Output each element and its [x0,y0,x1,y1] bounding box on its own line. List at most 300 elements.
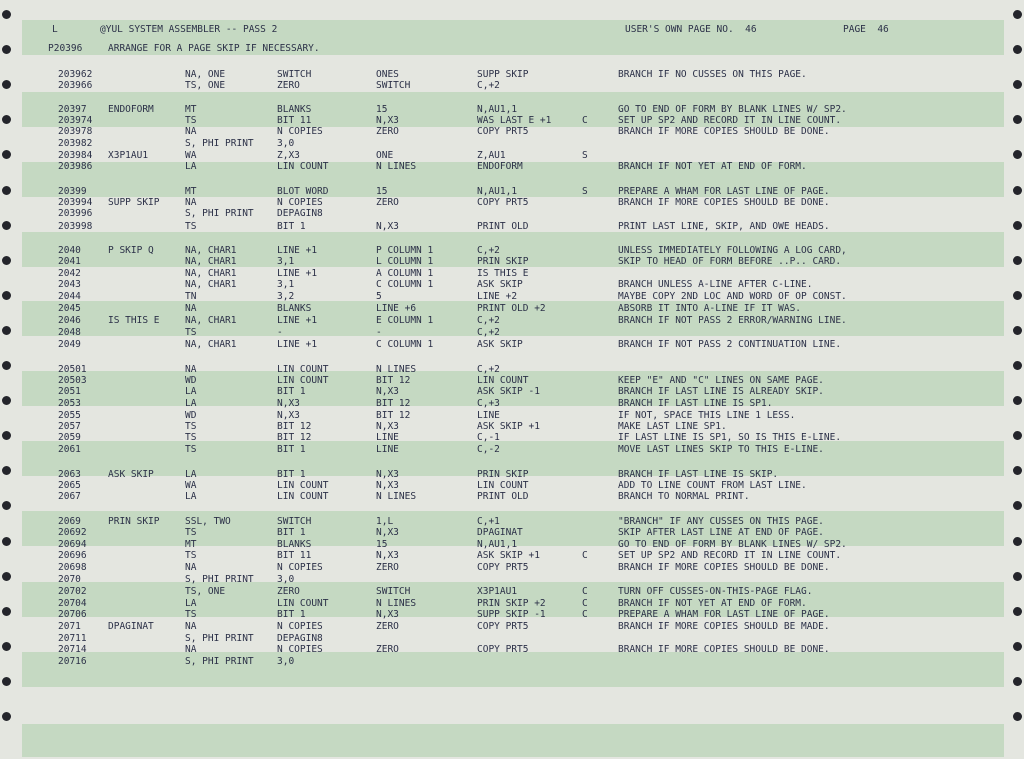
row-op: SSL, TWO [185,516,231,527]
row-a3: ASK SKIP +1 [477,550,540,561]
listing-row [0,364,1024,375]
row-a1: 3,0 [277,138,295,149]
listing-row [0,421,1024,432]
row-loc: 2065 [58,480,81,491]
row-op: WA [185,480,197,491]
row-a1: BIT 1 [277,469,306,480]
row-comment: GO TO END OF FORM BY BLANK LINES W/ SP2. [618,539,847,550]
sprocket-hole [1013,10,1022,19]
row-comment: GO TO END OF FORM BY BLANK LINES W/ SP2. [618,104,847,115]
row-op: TS [185,421,197,432]
row-a3: SUPP SKIP [477,69,529,80]
listing-row [0,656,1024,667]
row-flag: C [582,550,588,561]
row-comment: BRANCH IF NOT YET AT END OF FORM. [618,598,807,609]
row-op: NA, CHAR1 [185,279,237,290]
row-a1: N COPIES [277,562,323,573]
row-flag: C [582,609,588,620]
row-op: WD [185,410,197,421]
row-comment: BRANCH IF NO CUSSES ON THIS PAGE. [618,69,807,80]
row-a2: LINE +6 [376,303,417,314]
row-a2: 1,L [376,516,394,527]
row-a1: SWITCH [277,516,312,527]
row-a2: ZERO [376,621,399,632]
row-a1: BIT 1 [277,527,306,538]
row-a1: BLANKS [277,539,312,550]
row-loc: 2043 [58,279,81,290]
listing-row [0,339,1024,350]
row-a1: Z,X3 [277,150,300,161]
listing-header [0,24,1024,35]
listing-row [0,550,1024,561]
row-op: TS [185,432,197,443]
row-comment: PREPARE A WHAM FOR LAST LINE OF PAGE. [618,609,830,620]
row-a2: BIT 12 [376,410,411,421]
listing-row [0,115,1024,126]
row-op: MT [185,104,197,115]
listing-row [0,609,1024,620]
row-a3: PRIN SKIP [477,469,529,480]
row-a3: C,+3 [477,398,500,409]
row-a1: BLANKS [277,303,312,314]
row-a1: LINE +1 [277,315,318,326]
row-loc: 20698 [58,562,87,573]
listing-row [0,586,1024,597]
row-a2: LINE [376,444,399,455]
row-a2: ZERO [376,562,399,573]
row-a3: C,+2 [477,315,500,326]
row-comment: MAKE LAST LINE SP1. [618,421,727,432]
row-comment: ADD TO LINE COUNT FROM LAST LINE. [618,480,807,491]
listing-row [0,574,1024,585]
listing-row [0,197,1024,208]
row-loc: 203966 [58,80,93,91]
row-loc: 2051 [58,386,81,397]
row-a3: N,AU1,1 [477,104,518,115]
row-a1: SWITCH [277,69,312,80]
row-a2: N,X3 [376,550,399,561]
row-loc: 2040 [58,245,81,256]
row-comment: SET UP SP2 AND RECORD IT IN LINE COUNT. [618,115,842,126]
row-label: IS THIS E [108,315,160,326]
listing-row [0,398,1024,409]
row-loc: 203974 [58,115,93,126]
row-a2: N,X3 [376,480,399,491]
row-a1: ZERO [277,80,300,91]
row-a2: BIT 12 [376,398,411,409]
row-op: LA [185,161,197,172]
row-a1: 3,1 [277,279,295,290]
row-a3: LINE [477,410,500,421]
sprocket-hole [1013,712,1022,721]
row-a2: 15 [376,104,388,115]
row-op: NA, CHAR1 [185,315,237,326]
listing-row [0,539,1024,550]
listing-row [0,315,1024,326]
row-flag: C [582,586,588,597]
row-op: TS, ONE [185,80,226,91]
row-loc: 203962 [58,69,93,80]
row-op: NA, CHAR1 [185,339,237,350]
row-a1: BIT 12 [277,432,312,443]
row-comment: BRANCH IF NOT PASS 2 ERROR/WARNING LINE. [618,315,847,326]
row-loc: 2045 [58,303,81,314]
row-a2: N,X3 [376,469,399,480]
row-comment: ABSORB IT INTO A-LINE IF IT WAS. [618,303,802,314]
listing-row [0,245,1024,256]
row-a2: C COLUMN 1 [376,339,434,350]
row-label: SUPP SKIP [108,197,160,208]
row-loc: 2067 [58,491,81,502]
row-a3: ASK SKIP +1 [477,421,540,432]
row-a2: 15 [376,186,388,197]
row-a3: ASK SKIP -1 [477,386,540,397]
row-a3: SUPP SKIP -1 [477,609,546,620]
listing-row [0,256,1024,267]
row-a1: N COPIES [277,644,323,655]
row-comment: MOVE LAST LINES SKIP TO THIS E-LINE. [618,444,824,455]
row-op: NA [185,197,197,208]
row-a3: COPY PRT5 [477,126,529,137]
row-loc: 20694 [58,539,87,550]
row-a3: PRIN SKIP [477,256,529,267]
row-loc: 203978 [58,126,93,137]
row-op: TS [185,527,197,538]
row-label: ENDOFORM [108,104,154,115]
row-a1: LIN COUNT [277,375,329,386]
row-op: S, PHI PRINT [185,633,254,644]
listing-row [0,80,1024,91]
row-a2: N LINES [376,364,417,375]
row-op: S, PHI PRINT [185,656,254,667]
row-op: MT [185,539,197,550]
row-comment: BRANCH IF MORE COPIES SHOULD BE DONE. [618,197,830,208]
row-a3: N,AU1,1 [477,539,518,550]
listing-row [0,598,1024,609]
row-comment: BRANCH IF LAST LINE IS SP1. [618,398,773,409]
row-a3: PRIN SKIP +2 [477,598,546,609]
row-a2: N,X3 [376,527,399,538]
row-loc: 20711 [58,633,87,644]
row-comment: BRANCH IF MORE COPIES SHOULD BE DONE. [618,126,830,137]
row-op: TS [185,221,197,232]
listing-row [0,633,1024,644]
header-page: PAGE 46 [843,24,889,35]
row-op: WA [185,150,197,161]
sprocket-hole [2,10,11,19]
row-loc: 2071 [58,621,81,632]
row-loc: 203982 [58,138,93,149]
row-loc: 20503 [58,375,87,386]
row-a3: PRINT OLD [477,491,529,502]
listing-row [0,432,1024,443]
row-flag: S [582,186,588,197]
row-a2: 5 [376,291,382,302]
row-a2: SWITCH [376,586,411,597]
row-loc: 203994 [58,197,93,208]
row-a1: BLOT WORD [277,186,329,197]
row-a1: BIT 11 [277,115,312,126]
row-a2: BIT 12 [376,375,411,386]
row-a1: - [277,327,283,338]
row-op: NA [185,644,197,655]
row-comment: SET UP SP2 AND RECORD IT IN LINE COUNT. [618,550,842,561]
row-a2: SWITCH [376,80,411,91]
row-loc: 20716 [58,656,87,667]
listing-row [0,138,1024,149]
row-label: P SKIP Q [108,245,154,256]
row-a3: COPY PRT5 [477,197,529,208]
row-op: S, PHI PRINT [185,138,254,149]
row-a1: LINE +1 [277,339,318,350]
row-loc: 20692 [58,527,87,538]
row-flag: C [582,598,588,609]
row-a3: C,-2 [477,444,500,455]
paper-band [22,724,1004,757]
row-comment: BRANCH IF LAST LINE IS SKIP. [618,469,779,480]
row-comment: KEEP "E" AND "C" LINES ON SAME PAGE. [618,375,824,386]
row-a1: BIT 12 [277,421,312,432]
listing-row [0,491,1024,502]
row-a1: N,X3 [277,398,300,409]
row-a2: ONE [376,150,394,161]
row-loc: 203986 [58,161,93,172]
row-label: PRIN SKIP [108,516,160,527]
row-loc: 2042 [58,268,81,279]
row-loc: 20702 [58,586,87,597]
row-flag: C [582,115,588,126]
row-a3: N,AU1,1 [477,186,518,197]
row-comment: IF LAST LINE IS SP1, SO IS THIS E-LINE. [618,432,842,443]
row-op: LA [185,491,197,502]
row-a3: ASK SKIP [477,279,523,290]
row-op: NA [185,126,197,137]
row-op: NA [185,364,197,375]
row-op: S, PHI PRINT [185,208,254,219]
row-loc: 20397 [58,104,87,115]
row-loc: 2061 [58,444,81,455]
sprocket-hole [2,501,11,510]
row-a1: BIT 1 [277,221,306,232]
row-a2: P COLUMN 1 [376,245,434,256]
header-mark: L [52,24,58,35]
row-a1: N,X3 [277,410,300,421]
row-op: TS [185,115,197,126]
row-a3: COPY PRT5 [477,621,529,632]
row-a2: N,X3 [376,386,399,397]
row-op: TS [185,609,197,620]
row-a1: 3,0 [277,574,295,585]
row-a1: N COPIES [277,126,323,137]
row-a2: ZERO [376,644,399,655]
row-op: MT [185,186,197,197]
row-a1: N COPIES [277,197,323,208]
row-comment: SKIP TO HEAD OF FORM BEFORE ..P.. CARD. [618,256,842,267]
listing-row [0,375,1024,386]
row-a1: LINE +1 [277,268,318,279]
row-loc: 2057 [58,421,81,432]
row-a1: 3,0 [277,656,295,667]
row-op: NA, CHAR1 [185,256,237,267]
listing-row [0,126,1024,137]
row-a3: LIN COUNT [477,375,529,386]
row-op: TS [185,327,197,338]
listing-row [0,279,1024,290]
sprocket-hole [1013,501,1022,510]
row-loc: 2059 [58,432,81,443]
row-op: TS [185,550,197,561]
row-flag: S [582,150,588,161]
row-a2: N LINES [376,598,417,609]
row-a1: BLANKS [277,104,312,115]
row-a3: C,+2 [477,364,500,375]
row-a2: N,X3 [376,221,399,232]
row-loc: 20399 [58,186,87,197]
row-a1: DEPAGIN8 [277,633,323,644]
row-a2: L COLUMN 1 [376,256,434,267]
row-label: DPAGINAT [108,621,154,632]
listing-row [0,480,1024,491]
row-a1: BIT 1 [277,444,306,455]
row-a2: ZERO [376,126,399,137]
row-op: NA [185,621,197,632]
row-a3: PRINT OLD [477,221,529,232]
row-comment: IF NOT, SPACE THIS LINE 1 LESS. [618,410,796,421]
listing-row [0,186,1024,197]
row-comment: BRANCH UNLESS A-LINE AFTER C-LINE. [618,279,813,290]
listing-subheader [0,43,1024,54]
row-a3: LIN COUNT [477,480,529,491]
listing-row [0,161,1024,172]
row-a1: LIN COUNT [277,480,329,491]
row-a3: C,+2 [477,327,500,338]
row-loc: 2046 [58,315,81,326]
row-loc: 2041 [58,256,81,267]
row-comment: SKIP AFTER LAST LINE AT END OF PAGE. [618,527,824,538]
listing-row [0,291,1024,302]
row-a3: DPAGINAT [477,527,523,538]
row-comment: MAYBE COPY 2ND LOC AND WORD OF OP CONST. [618,291,847,302]
row-loc: 20704 [58,598,87,609]
row-comment: TURN OFF CUSSES-ON-THIS-PAGE FLAG. [618,586,813,597]
row-loc: 203996 [58,208,93,219]
row-comment: BRANCH IF MORE COPIES SHOULD BE DONE. [618,644,830,655]
row-a2: ONES [376,69,399,80]
listing-row [0,644,1024,655]
row-op: LA [185,386,197,397]
row-loc: 2070 [58,574,81,585]
row-a3: ASK SKIP [477,339,523,350]
row-a1: LIN COUNT [277,598,329,609]
row-loc: 20714 [58,644,87,655]
listing-row [0,444,1024,455]
row-a3: ENDOFORM [477,161,523,172]
listing-row [0,621,1024,632]
row-op: LA [185,598,197,609]
row-comment: BRANCH IF NOT YET AT END OF FORM. [618,161,807,172]
row-a2: N,X3 [376,609,399,620]
row-a1: DEPAGIN8 [277,208,323,219]
row-label: ASK SKIP [108,469,154,480]
listing-row [0,150,1024,161]
row-a3: C,-1 [477,432,500,443]
row-op: TS [185,444,197,455]
row-a2: C COLUMN 1 [376,279,434,290]
row-comment: BRANCH IF MORE COPIES SHOULD BE DONE. [618,562,830,573]
row-a1: LIN COUNT [277,161,329,172]
row-loc: 2055 [58,410,81,421]
row-a2: ZERO [376,197,399,208]
header-page-ref: USER'S OWN PAGE NO. 46 [625,24,757,35]
row-comment: BRANCH IF LAST LINE IS ALREADY SKIP. [618,386,824,397]
row-a2: A COLUMN 1 [376,268,434,279]
row-comment: BRANCH TO NORMAL PRINT. [618,491,750,502]
row-a3: C,+2 [477,80,500,91]
row-a3: WAS LAST E +1 [477,115,552,126]
row-a3: C,+2 [477,245,500,256]
row-a3: C,+1 [477,516,500,527]
listing-row [0,527,1024,538]
row-loc: 2069 [58,516,81,527]
row-loc: 203998 [58,221,93,232]
row-a2: N,X3 [376,115,399,126]
row-a1: 3,2 [277,291,295,302]
row-op: NA, CHAR1 [185,268,237,279]
row-loc: 203984 [58,150,93,161]
sprocket-hole [1013,677,1022,686]
sprocket-hole [2,712,11,721]
row-a3: X3P1AU1 [477,586,518,597]
row-loc: 2063 [58,469,81,480]
row-op: NA, ONE [185,69,226,80]
listing-row [0,516,1024,527]
row-a1: 3,1 [277,256,295,267]
row-comment: BRANCH IF MORE COPIES SHOULD BE MADE. [618,621,830,632]
row-loc: 2053 [58,398,81,409]
row-a2: N LINES [376,491,417,502]
row-a2: N,X3 [376,421,399,432]
listing-row [0,327,1024,338]
row-comment: BRANCH IF NOT PASS 2 CONTINUATION LINE. [618,339,842,350]
row-a1: BIT 1 [277,609,306,620]
row-a3: Z,AU1 [477,150,506,161]
row-op: TS, ONE [185,586,226,597]
row-op: NA [185,303,197,314]
row-op: WD [185,375,197,386]
listing-row [0,221,1024,232]
row-a1: N COPIES [277,621,323,632]
sprocket-hole [2,677,11,686]
row-label: X3P1AU1 [108,150,149,161]
row-op: LA [185,398,197,409]
row-a1: BIT 1 [277,386,306,397]
header-title: @YUL SYSTEM ASSEMBLER -- PASS 2 [100,24,278,35]
row-a1: ZERO [277,586,300,597]
row-comment: PREPARE A WHAM FOR LAST LINE OF PAGE. [618,186,830,197]
listing-row [0,69,1024,80]
row-a2: 15 [376,539,388,550]
listing-row [0,562,1024,573]
row-op: TN [185,291,197,302]
row-loc: 20501 [58,364,87,375]
listing-row [0,410,1024,421]
row-loc: 2049 [58,339,81,350]
row-a3: COPY PRT5 [477,644,529,655]
listing-row [0,303,1024,314]
row-comment: "BRANCH" IF ANY CUSSES ON THIS PAGE. [618,516,824,527]
row-a1: LINE +1 [277,245,318,256]
row-a1: LIN COUNT [277,491,329,502]
